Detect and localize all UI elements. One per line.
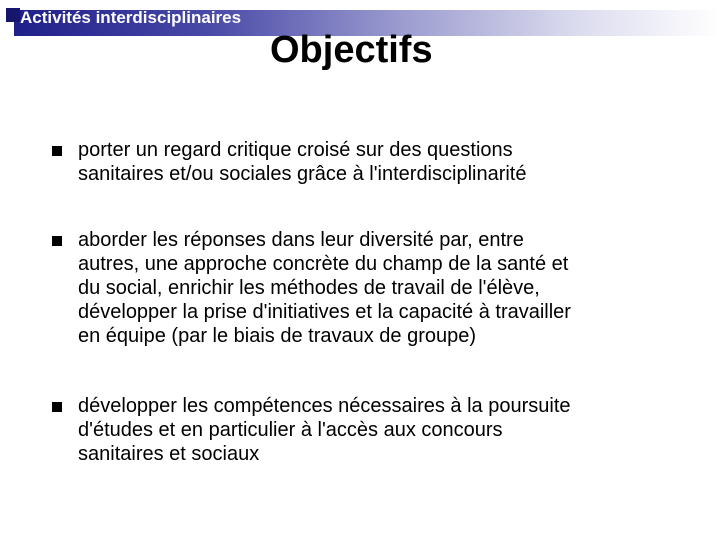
bullet-line: en équipe (par le biais de travaux de groupe)	[78, 325, 477, 347]
bullet-line: d'études et en particulier à l'accès aux concours	[78, 419, 503, 441]
bullet-line: développer la prise d'initiatives et la capacité à travailler	[78, 301, 571, 323]
bullet-text	[78, 394, 690, 466]
header-title: Activités interdisciplinaires	[20, 8, 242, 27]
bullet-line: sanitaires et sociaux	[78, 443, 260, 465]
bullet-square-icon	[52, 236, 62, 246]
bullet-line: sanitaires et/ou sociales grâce à l'interdisciplinarité	[78, 163, 527, 185]
bullet-square-icon	[52, 402, 62, 412]
slide-title: Objectifs	[270, 29, 433, 71]
bullet-line: porter un regard critique croisé sur des questions	[78, 139, 513, 161]
bullet-line: autres, une approche concrète du champ de la santé et	[78, 253, 569, 275]
bullet-line: développer les compétences nécessaires à la poursuite	[78, 395, 571, 417]
header-square-marker	[6, 8, 20, 22]
bullet-square-icon	[52, 146, 62, 156]
bullet-line: du social, enrichir les méthodes de travail de l'élève,	[78, 277, 540, 299]
bullet-line: aborder les réponses dans leur diversité par, entre	[78, 229, 524, 251]
bullet-text	[78, 138, 690, 186]
bullet-text	[78, 228, 690, 348]
